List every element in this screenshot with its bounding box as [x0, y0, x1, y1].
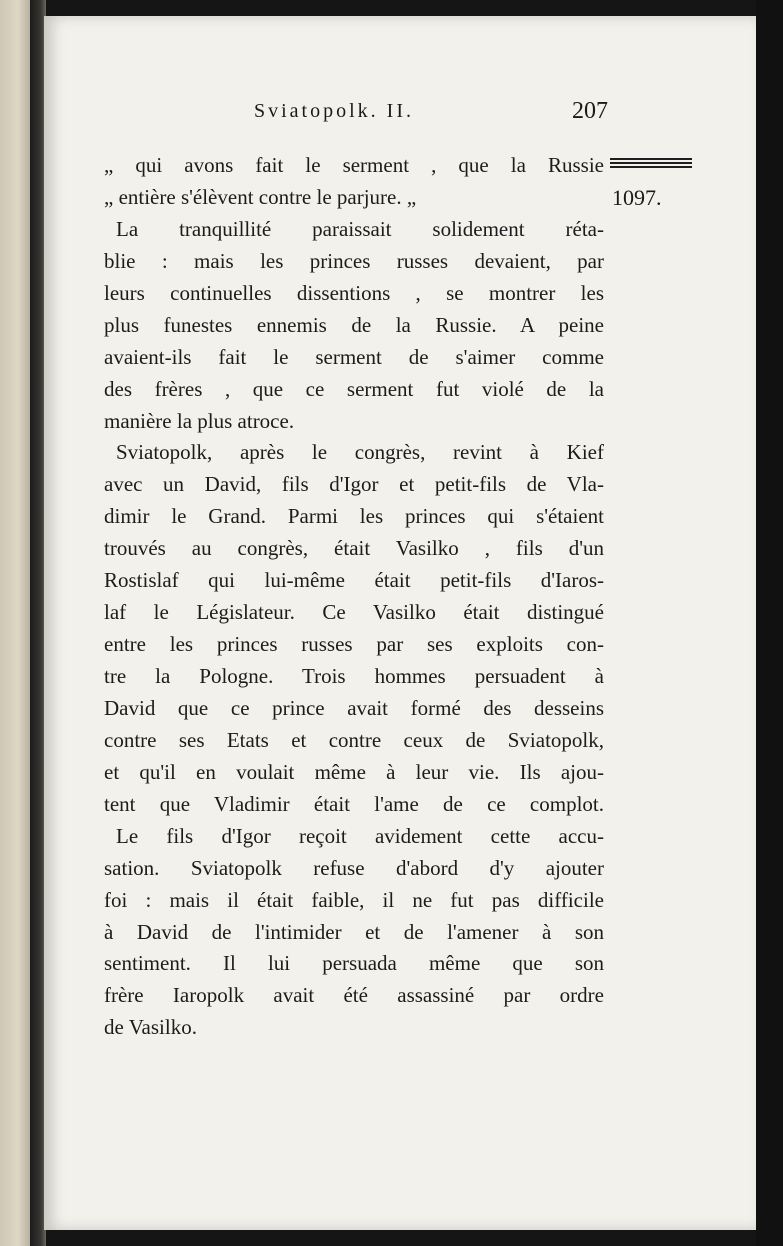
- text-line: tent que Vladimir était l'ame de ce complot.: [104, 791, 604, 816]
- rule-line: [610, 166, 692, 168]
- text-line: trouvés au congrès, était Vasilko , fils d'un: [104, 536, 604, 561]
- text-line: contre ses Etats et contre ceux de Sviatopolk,: [104, 727, 604, 752]
- text-line: Le fils d'Igor reçoit avidement cette accu-: [116, 823, 604, 848]
- text-line: avec un David, fils d'Igor et petit-fils de Vla-: [104, 472, 604, 497]
- text-line: La tranquillité paraissait solidement réta-: [116, 216, 604, 241]
- body-text: [104, 150, 604, 1044]
- page-header: [212, 86, 608, 126]
- rule-line: [610, 158, 692, 160]
- scan-border: [756, 0, 783, 1246]
- text-line: laf le Législateur. Ce Vasilko était distingué: [104, 600, 604, 625]
- text-line: manière la plus atroce.: [104, 408, 295, 433]
- text-line: plus funestes ennemis de la Russie. A peine: [104, 312, 604, 337]
- rule-line: [610, 162, 692, 164]
- text-line: Rostislaf qui lui-même était petit-fils d'Iaros-: [104, 568, 604, 593]
- text-line: et qu'il en voulait même à leur vie. Ils ajou-: [104, 759, 604, 784]
- margin-year: 1097.: [612, 185, 662, 210]
- text-line: Sviatopolk, après le congrès, revint à Kief: [116, 440, 604, 465]
- text-line: frère Iaropolk avait été assassiné par ordre: [104, 983, 604, 1008]
- text-line: „ entière s'élèvent contre le parjure. „: [104, 184, 417, 209]
- text-line: entre les princes russes par ses exploits con-: [104, 632, 604, 657]
- left-page-edge: [0, 0, 30, 1246]
- text-line: dimir le Grand. Parmi les princes qui s'étaient: [104, 504, 604, 529]
- text-line: blie : mais les princes russes devaient, par: [104, 248, 604, 273]
- margin-rule: [610, 158, 692, 170]
- text-line: „ qui avons fait le serment , que la Russie: [104, 153, 604, 177]
- text-line: David que ce prince avait formé des desseins: [104, 695, 604, 720]
- page-number: 207: [572, 98, 608, 124]
- text-line: sentiment. Il lui persuada même que son: [104, 951, 604, 976]
- text-line: avaient-ils fait le serment de s'aimer comme: [104, 344, 604, 369]
- text-line: sation. Sviatopolk refuse d'abord d'y ajouter: [104, 855, 604, 880]
- text-line: foi : mais il était faible, il ne fut pas difficile: [104, 887, 604, 912]
- text-line: à David de l'intimider et de l'amener à son: [104, 919, 604, 944]
- text-line: de Vasilko.: [104, 1015, 197, 1040]
- text-line: tre la Pologne. Trois hommes persuadent à: [104, 664, 604, 688]
- text-line: leurs continuelles dissentions , se montrer les: [104, 280, 604, 305]
- running-title: Sviatopolk. II.: [254, 100, 414, 122]
- text-line: des frères , que ce serment fut violé de la: [104, 376, 604, 401]
